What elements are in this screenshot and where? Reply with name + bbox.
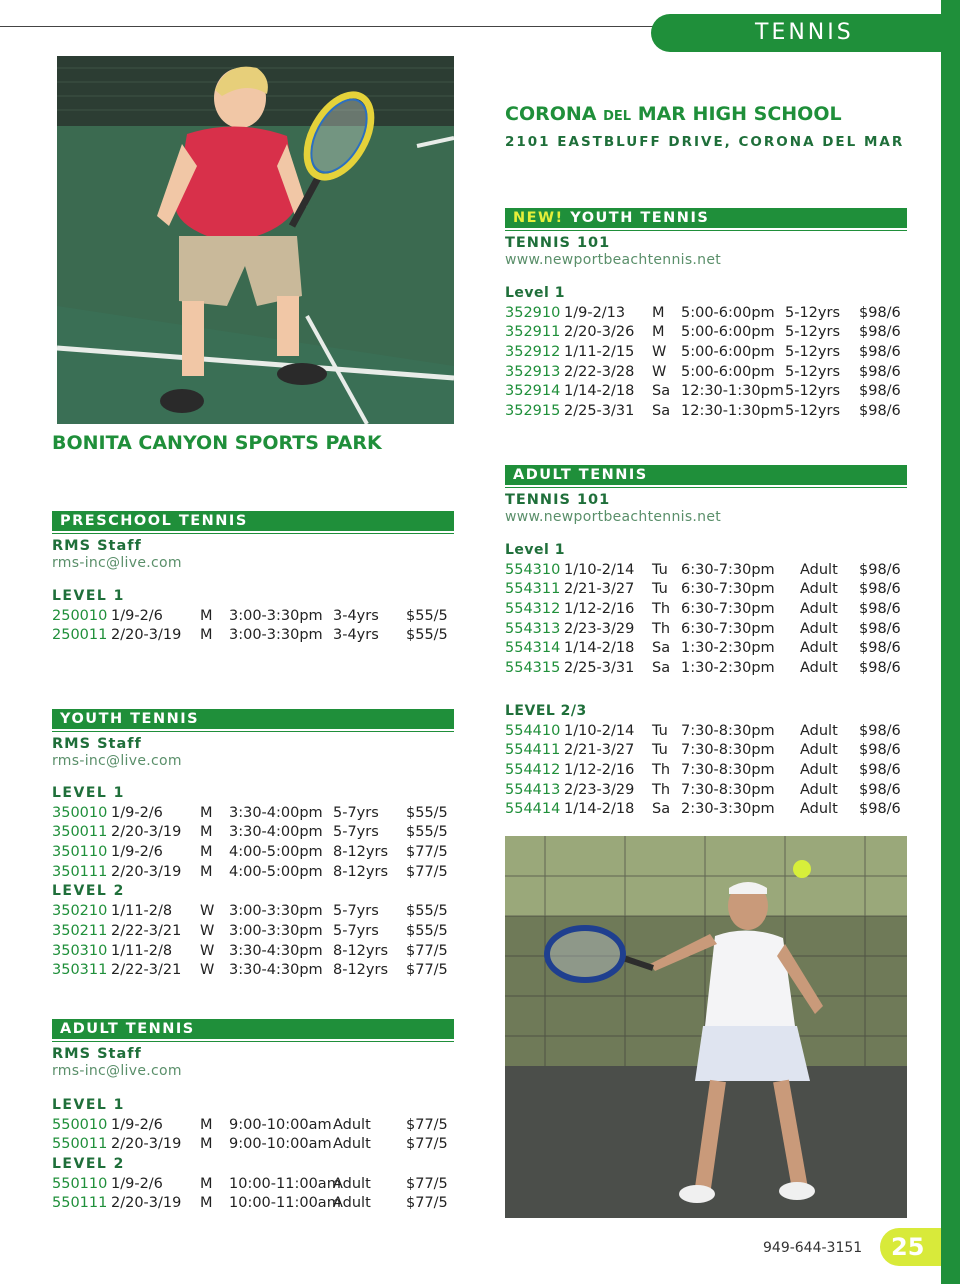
class-time: 5:00-6:00pm: [681, 363, 775, 380]
class-fee: $98/6: [859, 640, 901, 657]
class-day: M: [200, 844, 213, 861]
class-day: Tu: [652, 581, 668, 598]
class-row: [505, 801, 907, 821]
class-fee: $77/5: [406, 1195, 448, 1212]
class-time: 3:30-4:30pm: [229, 942, 323, 959]
class-code[interactable]: 554412: [505, 761, 561, 778]
class-code[interactable]: 550110: [52, 1175, 108, 1192]
class-day: M: [200, 863, 213, 880]
class-fee: $98/6: [859, 383, 901, 400]
class-day: W: [200, 942, 215, 959]
class-day: Sa: [652, 383, 671, 400]
class-day: M: [200, 607, 213, 624]
class-date: 1/10-2/14: [564, 561, 635, 578]
class-fee: $98/6: [859, 561, 901, 578]
class-age: Adult: [800, 640, 838, 657]
class-time: 10:00-11:00am: [229, 1175, 341, 1192]
class-age: Adult: [800, 581, 838, 598]
class-code[interactable]: 554414: [505, 801, 561, 818]
instructor: RMS Staff: [52, 538, 142, 554]
class-age: 8-12yrs: [333, 942, 389, 959]
class-date: 1/12-2/16: [564, 601, 635, 618]
venue-name: BONITA CANYON SPORTS PARK: [52, 432, 382, 454]
class-fee: $55/5: [406, 804, 448, 821]
class-row: [52, 608, 454, 628]
class-time: 7:30-8:30pm: [681, 742, 775, 759]
class-code[interactable]: 554410: [505, 722, 561, 739]
class-time: 3:30-4:30pm: [229, 962, 323, 979]
class-code[interactable]: 554310: [505, 561, 561, 578]
class-code[interactable]: 550011: [52, 1136, 108, 1153]
class-fee: $98/6: [859, 742, 901, 759]
class-fee: $98/6: [859, 403, 901, 420]
class-fee: $77/5: [406, 1136, 448, 1153]
class-code[interactable]: 350211: [52, 922, 108, 939]
class-row: [52, 864, 454, 884]
class-day: M: [200, 824, 213, 841]
class-day: W: [200, 922, 215, 939]
class-date: 1/14-2/18: [564, 801, 635, 818]
instructor: RMS Staff: [52, 736, 142, 752]
section-header: ADULT TENNIS: [505, 465, 907, 485]
section-youth-tennis-cdm: [505, 208, 907, 423]
class-age: Adult: [333, 1195, 371, 1212]
class-date: 1/9-2/6: [111, 804, 163, 821]
class-date: 2/23-3/29: [564, 781, 635, 798]
section-title: YOUTH TENNIS: [570, 210, 710, 226]
class-time: 5:00-6:00pm: [681, 344, 775, 361]
class-date: 1/10-2/14: [564, 722, 635, 739]
section-tab: TENNIS: [651, 14, 960, 52]
class-code[interactable]: 554411: [505, 742, 561, 759]
class-age: Adult: [800, 561, 838, 578]
class-day: Tu: [652, 742, 668, 759]
class-row: [52, 923, 454, 943]
class-row: [505, 364, 907, 384]
section-preschool-tennis: [52, 511, 454, 647]
class-date: 2/20-3/19: [111, 824, 182, 841]
class-day: Th: [652, 761, 671, 778]
class-row: [52, 903, 454, 923]
level-label: LEVEL 1: [52, 1097, 125, 1113]
venue-title-bonita: [52, 432, 382, 454]
class-time: 6:30-7:30pm: [681, 620, 775, 637]
class-code[interactable]: 554413: [505, 781, 561, 798]
class-list: [505, 285, 907, 423]
class-row: [52, 824, 454, 844]
class-time: 9:00-10:00am: [229, 1116, 332, 1133]
venue-name-b: DEL: [603, 109, 632, 124]
class-row: [505, 324, 907, 344]
class-code[interactable]: 352910: [505, 304, 561, 321]
class-date: 1/9-2/6: [111, 607, 163, 624]
class-age: 3-4yrs: [333, 627, 379, 644]
class-day: Sa: [652, 801, 671, 818]
class-fee: $77/5: [406, 863, 448, 880]
class-time: 3:00-3:30pm: [229, 627, 323, 644]
venue-name-a: CORONA: [505, 103, 604, 125]
class-day: Sa: [652, 660, 671, 677]
class-age: Adult: [800, 761, 838, 778]
level-label: LEVEL 1: [52, 588, 125, 604]
class-fee: $77/5: [406, 962, 448, 979]
class-fee: $55/5: [406, 627, 448, 644]
class-time: 6:30-7:30pm: [681, 561, 775, 578]
class-day: M: [652, 304, 665, 321]
boy-tennis-photo: [57, 56, 454, 424]
class-date: 2/20-3/19: [111, 863, 182, 880]
class-date: 1/9-2/6: [111, 1116, 163, 1133]
class-age: Adult: [800, 620, 838, 637]
venue-name-c: MAR HIGH SCHOOL: [631, 103, 842, 125]
class-list: [52, 1097, 454, 1215]
class-row: [505, 305, 907, 325]
class-row: [52, 943, 454, 963]
class-age: Adult: [333, 1116, 371, 1133]
class-fee: $98/6: [859, 781, 901, 798]
class-fee: $55/5: [406, 903, 448, 920]
class-code[interactable]: 554313: [505, 620, 561, 637]
class-day: Tu: [652, 722, 668, 739]
class-code[interactable]: 550010: [52, 1116, 108, 1133]
class-fee: $98/6: [859, 660, 901, 677]
class-day: W: [652, 344, 667, 361]
class-time: 3:30-4:00pm: [229, 824, 323, 841]
class-fee: $55/5: [406, 922, 448, 939]
class-fee: $98/6: [859, 344, 901, 361]
class-age: 5-7yrs: [333, 903, 379, 920]
class-time: 4:00-5:00pm: [229, 863, 323, 880]
class-row: [505, 601, 907, 621]
class-date: 1/14-2/18: [564, 383, 635, 400]
top-rule: [0, 26, 660, 27]
new-tag: NEW!: [513, 210, 564, 226]
class-code[interactable]: 352915: [505, 403, 561, 420]
class-day: Th: [652, 620, 671, 637]
class-time: 7:30-8:30pm: [681, 761, 775, 778]
class-row: [505, 581, 907, 601]
class-list: [52, 785, 454, 982]
class-date: 1/9-2/6: [111, 844, 163, 861]
class-date: 1/11-2/8: [111, 903, 173, 920]
class-code[interactable]: 554314: [505, 640, 561, 657]
class-fee: $77/5: [406, 844, 448, 861]
class-date: 2/20-3/26: [564, 324, 635, 341]
class-code[interactable]: 250010: [52, 607, 108, 624]
class-date: 2/25-3/31: [564, 403, 635, 420]
section-header: [505, 208, 907, 228]
class-row: [52, 1176, 454, 1196]
class-code[interactable]: 350010: [52, 804, 108, 821]
class-age: 5-12yrs: [785, 383, 841, 400]
class-code[interactable]: 554311: [505, 581, 561, 598]
class-date: 1/11-2/15: [564, 344, 635, 361]
class-day: M: [652, 324, 665, 341]
venue-title-cdm: [505, 103, 842, 125]
class-fee: $98/6: [859, 761, 901, 778]
class-time: 6:30-7:30pm: [681, 581, 775, 598]
class-age: Adult: [800, 601, 838, 618]
class-age: Adult: [333, 1175, 371, 1192]
level-label: LEVEL 2: [52, 883, 125, 900]
class-day: W: [652, 363, 667, 380]
class-time: 1:30-2:30pm: [681, 640, 775, 657]
class-row: [505, 403, 907, 423]
class-day: M: [200, 1136, 213, 1153]
class-row: [52, 1117, 454, 1137]
class-row: [52, 805, 454, 825]
class-time: 5:00-6:00pm: [681, 324, 775, 341]
class-time: 4:00-5:00pm: [229, 844, 323, 861]
section-header: ADULT TENNIS: [52, 1019, 454, 1039]
class-row: [52, 962, 454, 982]
class-age: Adult: [800, 742, 838, 759]
class-age: 5-12yrs: [785, 324, 841, 341]
class-day: M: [200, 1175, 213, 1192]
class-row: [505, 660, 907, 680]
class-date: 2/20-3/19: [111, 1195, 182, 1212]
class-date: 2/22-3/21: [111, 922, 182, 939]
class-row: [505, 383, 907, 403]
class-code[interactable]: 352914: [505, 383, 561, 400]
class-code[interactable]: 350310: [52, 942, 108, 959]
section-adult-tennis-left: [52, 1019, 454, 1215]
class-time: 12:30-1:30pm: [681, 403, 784, 420]
section-adult-tennis-cdm: [505, 465, 907, 821]
phone-number: 949-644-3151: [763, 1240, 863, 1256]
class-day: M: [200, 1195, 213, 1212]
contact-email[interactable]: rms-inc@live.com: [52, 555, 182, 571]
course-title: TENNIS 101: [505, 492, 611, 508]
class-fee: $98/6: [859, 601, 901, 618]
website-link[interactable]: www.newportbeachtennis.net: [505, 252, 722, 268]
class-age: 5-7yrs: [333, 824, 379, 841]
venue-address: 2101 EASTBLUFF DRIVE, CORONA DEL MAR: [505, 134, 905, 150]
class-age: Adult: [333, 1136, 371, 1153]
class-code[interactable]: 350311: [52, 962, 108, 979]
website-link[interactable]: www.newportbeachtennis.net: [505, 509, 722, 525]
level-label: LEVEL 1: [52, 785, 125, 801]
class-fee: $55/5: [406, 607, 448, 624]
class-time: 5:00-6:00pm: [681, 304, 775, 321]
class-age: Adult: [800, 722, 838, 739]
class-age: Adult: [800, 801, 838, 818]
class-date: 2/25-3/31: [564, 660, 635, 677]
side-color-bar: [941, 0, 960, 1284]
page-number-badge: 25: [880, 1228, 941, 1266]
class-time: 10:00-11:00am: [229, 1195, 341, 1212]
level-label: Level 1: [505, 542, 565, 558]
class-date: 1/9-2/6: [111, 1175, 163, 1192]
class-code[interactable]: 352913: [505, 363, 561, 380]
class-time: 12:30-1:30pm: [681, 383, 784, 400]
class-day: Th: [652, 781, 671, 798]
class-time: 9:00-10:00am: [229, 1136, 332, 1153]
instructor: RMS Staff: [52, 1046, 142, 1062]
class-day: M: [200, 627, 213, 644]
class-day: W: [200, 962, 215, 979]
class-code[interactable]: 352912: [505, 344, 561, 361]
class-code[interactable]: 554312: [505, 601, 561, 618]
class-fee: $55/5: [406, 824, 448, 841]
class-fee: $77/5: [406, 942, 448, 959]
class-date: 2/23-3/29: [564, 620, 635, 637]
class-time: 3:00-3:30pm: [229, 922, 323, 939]
class-code[interactable]: 350011: [52, 824, 108, 841]
class-date: 2/21-3/27: [564, 581, 635, 598]
class-age: 5-12yrs: [785, 344, 841, 361]
class-age: Adult: [800, 660, 838, 677]
class-code[interactable]: 550111: [52, 1195, 108, 1212]
course-title: TENNIS 101: [505, 235, 611, 251]
class-row: [505, 621, 907, 641]
class-date: 1/14-2/18: [564, 640, 635, 657]
class-code[interactable]: 350210: [52, 903, 108, 920]
class-age: 5-7yrs: [333, 922, 379, 939]
class-row: [505, 640, 907, 660]
class-age: 8-12yrs: [333, 863, 389, 880]
class-date: 1/11-2/8: [111, 942, 173, 959]
class-row: [52, 1195, 454, 1215]
class-day: Tu: [652, 561, 668, 578]
class-age: Adult: [800, 781, 838, 798]
level-label: LEVEL 2/3: [505, 702, 587, 719]
section-header: YOUTH TENNIS: [52, 709, 454, 729]
contact-email[interactable]: rms-inc@live.com: [52, 753, 182, 769]
class-fee: $98/6: [859, 620, 901, 637]
class-day: M: [200, 804, 213, 821]
class-fee: $98/6: [859, 363, 901, 380]
class-row: [52, 1136, 454, 1156]
class-fee: $98/6: [859, 304, 901, 321]
class-fee: $77/5: [406, 1175, 448, 1192]
class-row: [505, 762, 907, 782]
class-age: 5-12yrs: [785, 403, 841, 420]
class-code[interactable]: 352911: [505, 324, 561, 341]
class-fee: $98/6: [859, 722, 901, 739]
class-fee: $98/6: [859, 324, 901, 341]
class-time: 3:30-4:00pm: [229, 804, 323, 821]
class-day: Th: [652, 601, 671, 618]
class-date: 2/20-3/19: [111, 1136, 182, 1153]
class-date: 1/12-2/16: [564, 761, 635, 778]
class-age: 8-12yrs: [333, 962, 389, 979]
class-fee: $77/5: [406, 1116, 448, 1133]
section-header: PRESCHOOL TENNIS: [52, 511, 454, 531]
section-youth-tennis: [52, 709, 454, 982]
class-age: 5-7yrs: [333, 804, 379, 821]
class-date: 1/9-2/13: [564, 304, 626, 321]
class-fee: $98/6: [859, 801, 901, 818]
class-code[interactable]: 554315: [505, 660, 561, 677]
level-label: LEVEL 2: [52, 1156, 125, 1173]
class-age: 5-12yrs: [785, 363, 841, 380]
class-time: 2:30-3:30pm: [681, 801, 775, 818]
class-day: Sa: [652, 640, 671, 657]
class-fee: $98/6: [859, 581, 901, 598]
woman-tennis-photo: [505, 836, 907, 1218]
class-time: 7:30-8:30pm: [681, 781, 775, 798]
class-code[interactable]: 350110: [52, 844, 108, 861]
contact-email[interactable]: rms-inc@live.com: [52, 1063, 182, 1079]
class-list: [52, 588, 454, 647]
class-row: [505, 723, 907, 743]
class-date: 2/20-3/19: [111, 627, 182, 644]
class-date: 2/22-3/28: [564, 363, 635, 380]
class-date: 2/21-3/27: [564, 742, 635, 759]
class-row: [505, 562, 907, 582]
class-time: 1:30-2:30pm: [681, 660, 775, 677]
class-age: 8-12yrs: [333, 844, 389, 861]
class-row: [505, 742, 907, 762]
class-row: [505, 344, 907, 364]
class-time: 7:30-8:30pm: [681, 722, 775, 739]
class-code[interactable]: 250011: [52, 627, 108, 644]
class-age: 3-4yrs: [333, 607, 379, 624]
class-time: 6:30-7:30pm: [681, 601, 775, 618]
class-row: [52, 627, 454, 647]
class-row: [505, 782, 907, 802]
class-time: 3:00-3:30pm: [229, 903, 323, 920]
class-day: Sa: [652, 403, 671, 420]
class-time: 3:00-3:30pm: [229, 607, 323, 624]
class-date: 2/22-3/21: [111, 962, 182, 979]
class-day: W: [200, 903, 215, 920]
class-code[interactable]: 350111: [52, 863, 108, 880]
level-label: Level 1: [505, 285, 565, 301]
class-age: 5-12yrs: [785, 304, 841, 321]
class-row: [52, 844, 454, 864]
class-day: M: [200, 1116, 213, 1133]
class-list: [505, 542, 907, 821]
